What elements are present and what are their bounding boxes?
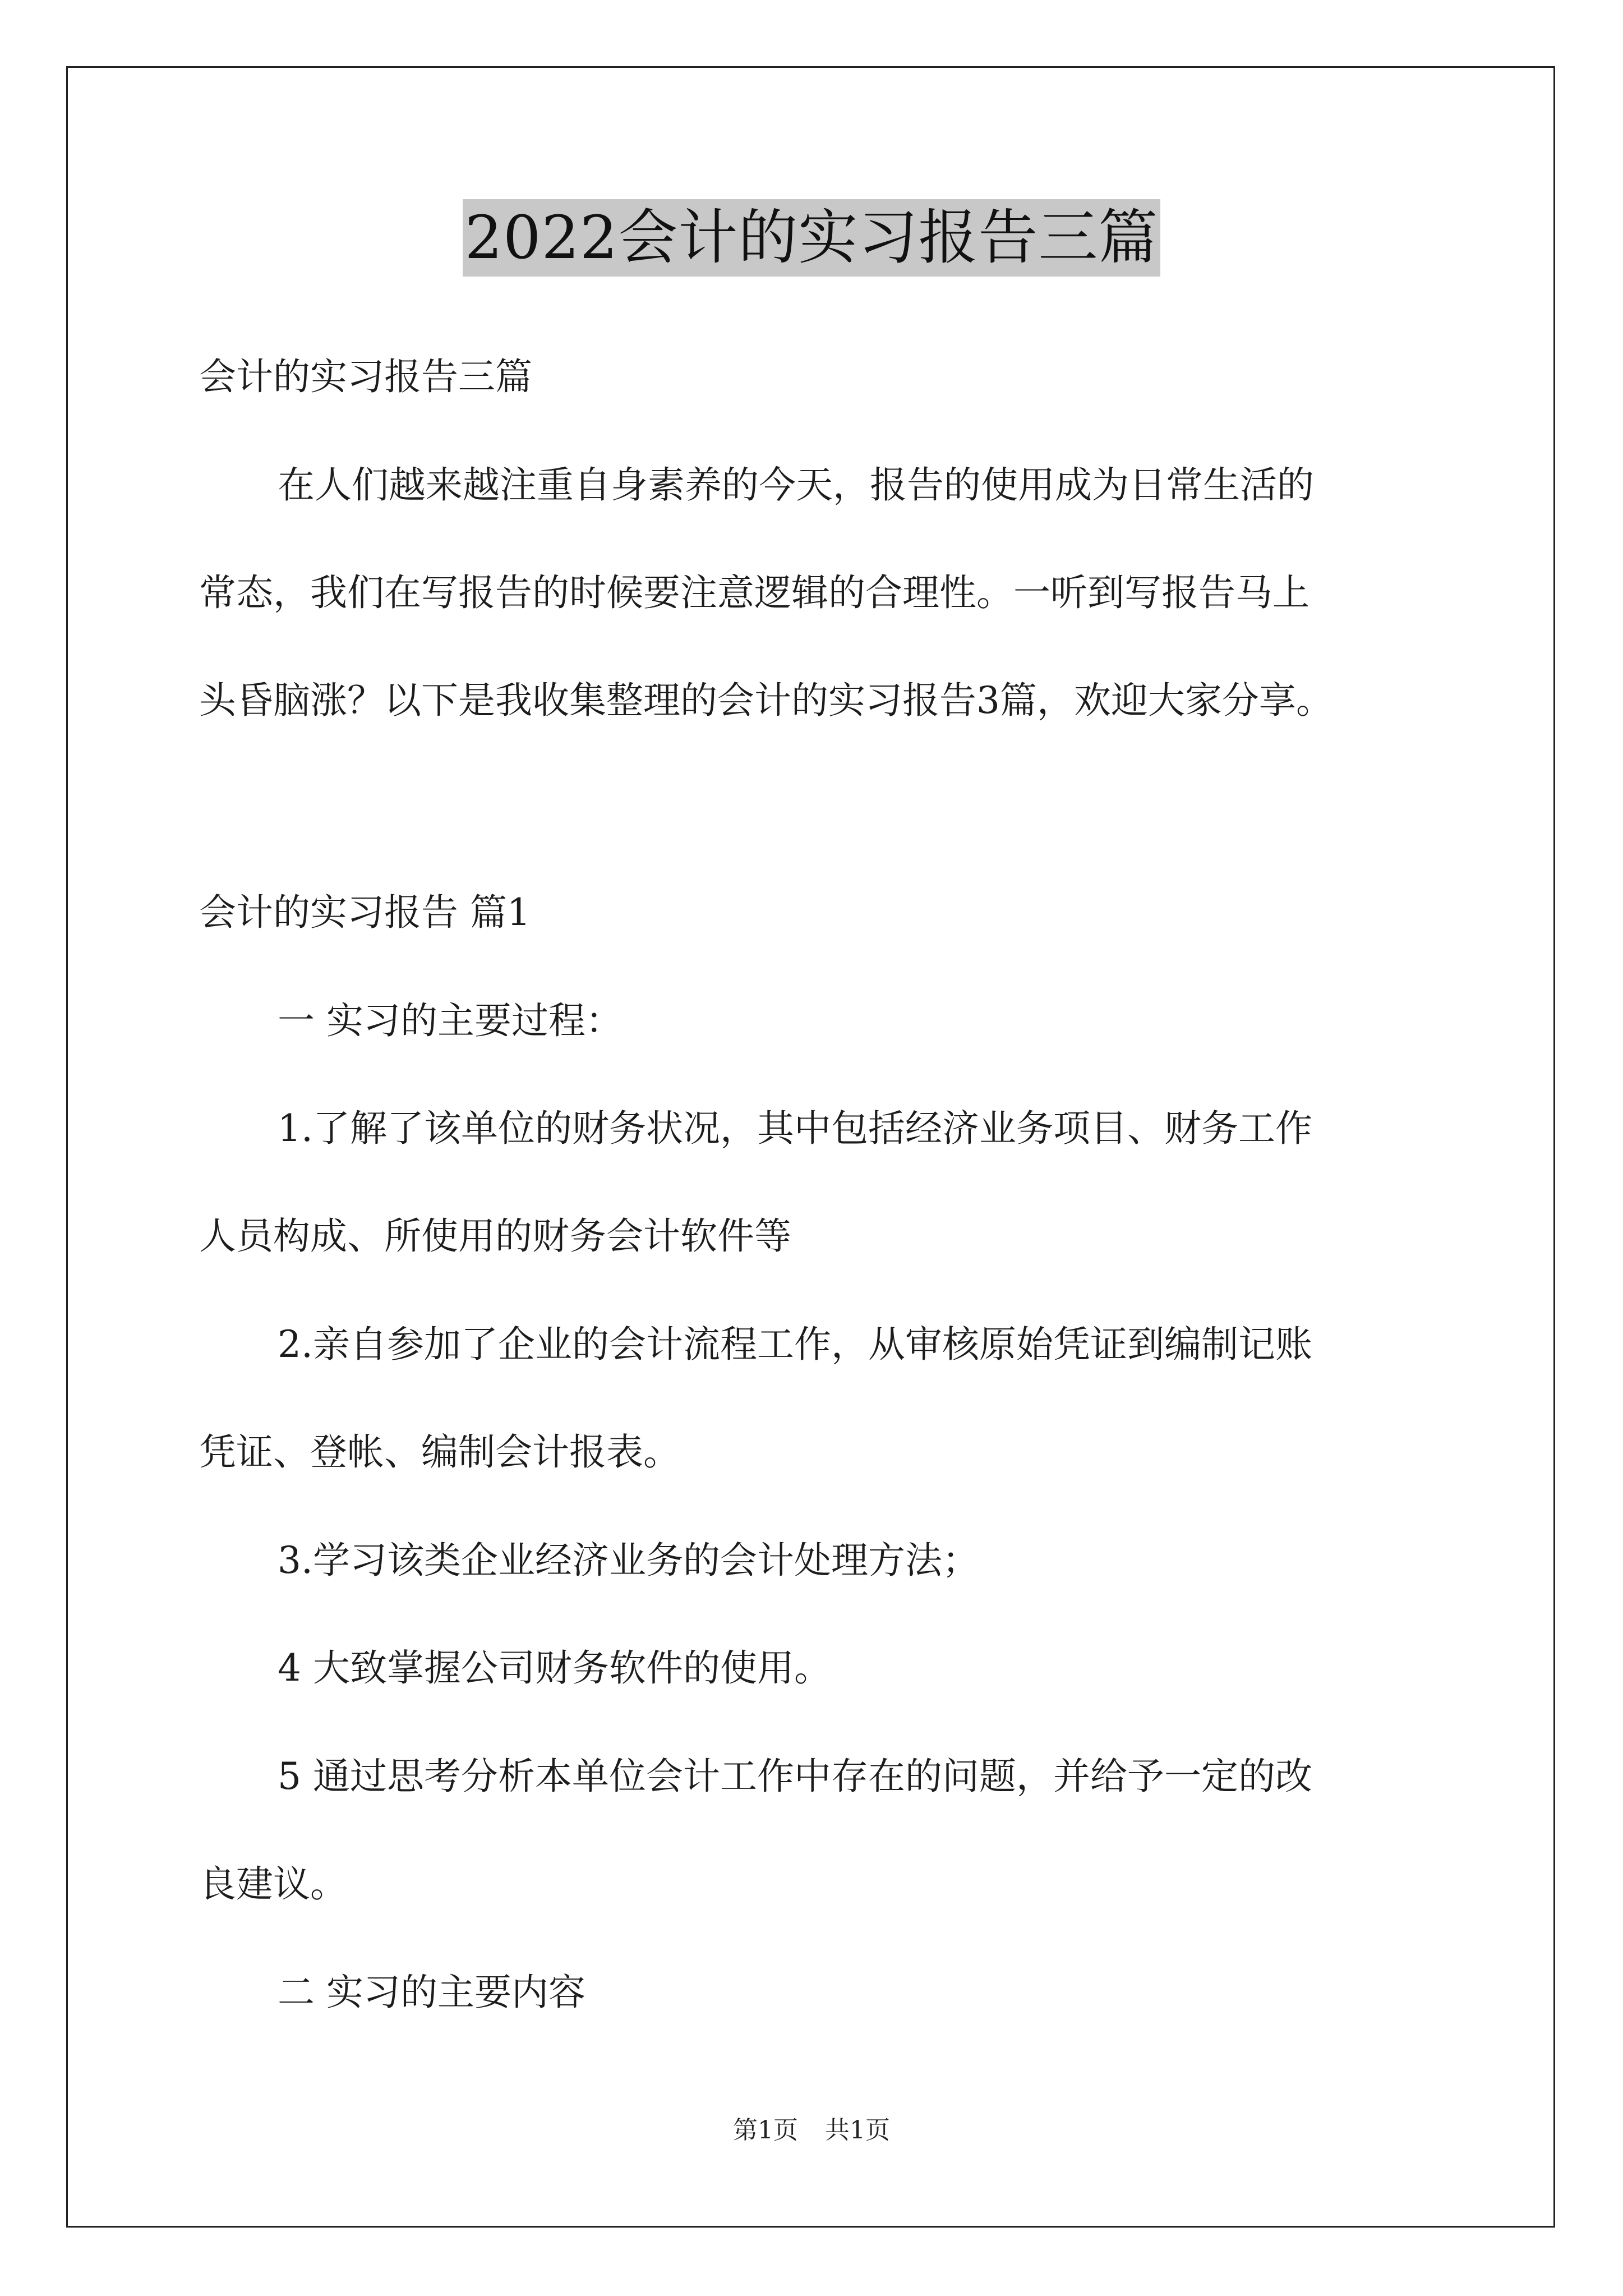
item-4: 4 大致掌握公司财务软件的使用。: [278, 1646, 831, 1690]
part-two-heading: 二 实习的主要内容: [278, 1971, 585, 2014]
page-footer: [0, 2115, 1623, 2146]
document-title: 2022会计的实习报告三篇: [463, 199, 1161, 277]
document-subtitle: 会计的实习报告三篇: [199, 355, 532, 398]
item-3: 3.学习该类企业经济业务的会计处理方法；: [278, 1539, 979, 1582]
item-1-line-1: 1.了解了该单位的财务状况，其中包括经济业务项目、财务工作: [278, 1107, 1312, 1150]
part-one-heading: 一 实习的主要过程：: [278, 999, 623, 1042]
item-2-line-2: 凭证、登帐、编制会计报表。: [199, 1430, 680, 1474]
page-number: 第1页: [733, 2116, 798, 2145]
page-total: 共1页: [825, 2116, 890, 2145]
item-5-line-1: 5 通过思考分析本单位会计工作中存在的问题，并给予一定的改: [278, 1755, 1312, 1798]
section-heading: 会计的实习报告 篇1: [199, 891, 531, 934]
intro-line-3: 头昏脑涨？以下是我收集整理的会计的实习报告3篇，欢迎大家分享。: [199, 679, 1333, 722]
item-2-line-1: 2.亲自参加了企业的会计流程工作，从审核原始凭证到编制记账: [278, 1323, 1312, 1366]
item-5-line-2: 良建议。: [199, 1862, 347, 1906]
intro-line-1: 在人们越来越注重自身素养的今天，报告的使用成为日常生活的: [278, 463, 1314, 507]
item-1-line-2: 人员构成、所使用的财务会计软件等: [199, 1214, 791, 1258]
title-container: [0, 199, 1623, 277]
intro-line-2: 常态，我们在写报告的时候要注意逻辑的合理性。一听到写报告马上: [199, 571, 1310, 614]
